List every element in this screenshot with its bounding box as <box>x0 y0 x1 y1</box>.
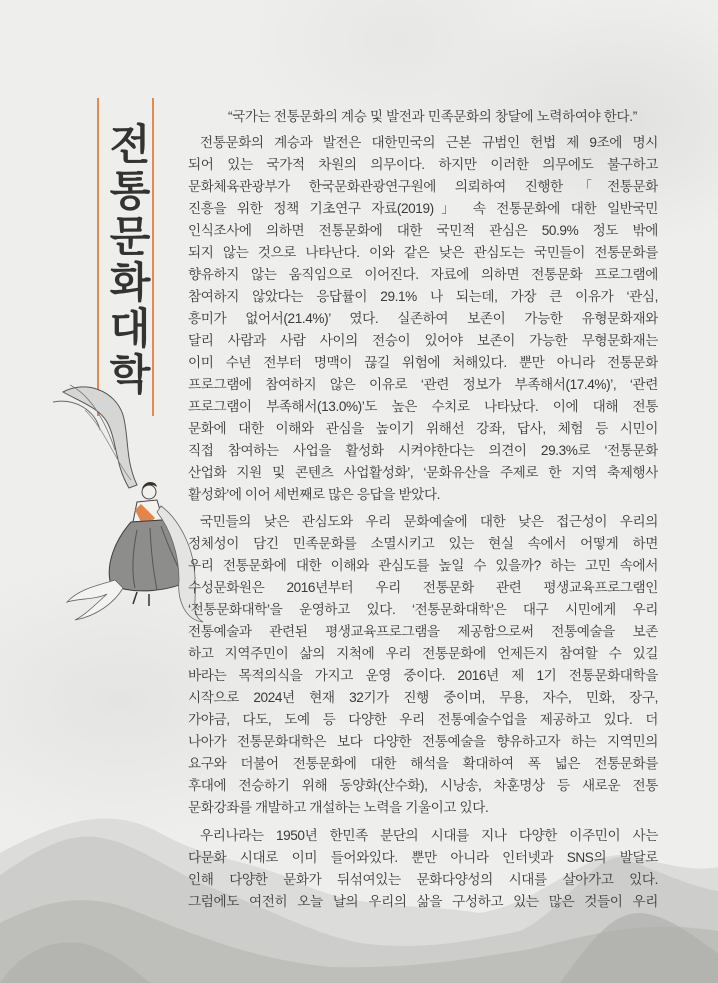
page-title: 전통문화대학 <box>103 122 152 398</box>
text-line: 나아가 전통문화대학은 보다 다양한 전통예술을 향유하고자 하는 지역민의 <box>188 734 658 749</box>
text-line: 하고 지역주민이 삶의 지척에 우리 전통문화에 언제든지 참여할 수 있길 <box>188 646 658 661</box>
paragraph <box>188 132 658 506</box>
text-line: 참여하지 않았다는 응답률이 29.1% 나 되는데, 가장 큰 이유가 ‘관심, <box>188 289 658 304</box>
text-line: 산업화 지원 및 콘텐츠 사업활성화’, ‘문화유산을 주제로 한 지역 축제행사 <box>188 465 658 480</box>
text-line: 후대에 전승하기 위해 동양화(산수화), 시낭송, 차훈명상 등 새로운 전통 <box>188 778 658 793</box>
text-line: 달리 사람과 사람 사이의 전승이 있어야 보존이 가능한 무형문화재는 <box>188 333 658 348</box>
text-line: 되지 않는 것으로 나타난다. 이와 같은 낮은 관심도는 국민들이 전통문화를 <box>188 245 658 260</box>
text-line: 국민들의 낮은 관심도와 우리 문화예술에 대한 낮은 접근성이 우리의 <box>200 514 658 529</box>
text-line: 우리나라는 1950년 한민족 분단의 시대를 지나 다양한 이주민이 사는 <box>200 828 658 843</box>
paragraph <box>188 511 658 819</box>
text-line: 프로그램에 참여하지 않은 이유로 ‘관련 정보가 부족해서(17.4%)’, ‘관련 <box>188 377 658 392</box>
accent-rule-right <box>152 98 154 416</box>
text-line: 직접 참여하는 사업을 활성화 시켜야한다는 의견이 29.3%로 ‘전통문화 <box>188 443 658 458</box>
text-line: 문화강좌를 개발하고 개설하는 노력을 기울이고 있다. <box>188 800 489 815</box>
text-line: 전통예술과 관련된 평생교육프로그램을 제공함으로써 전통예술을 보존 <box>188 624 658 639</box>
text-line: 바라는 목적의식을 가지고 운영 중이다. 2016년 제 1기 전통문화대학을 <box>188 668 658 683</box>
text-line: 시작으로 2024년 현재 32기가 진행 중이며, 무용, 자수, 민화, 장구, <box>188 690 658 705</box>
text-line: 되어 있는 국가적 차원의 의무이다. 하지만 이러한 의무에도 불구하고 <box>188 157 658 172</box>
text-line: 가야금, 다도, 도예 등 다양한 우리 전통예술수업을 제공하고 있다. 더 <box>188 712 658 727</box>
text-line: 정체성이 담긴 민족문화를 소멸시키고 있는 현실 속에서 어떻게 하면 <box>188 536 658 551</box>
quote-text: “국가는 전통문화의 계승 및 발전과 민족문화의 창달에 노력하여야 한다.” <box>228 109 637 124</box>
text-line: 인해 다양한 문화가 뒤섞여있는 문화다양성의 시대를 살아가고 있다. <box>188 872 658 887</box>
text-line: 그럼에도 여전히 오늘 날의 우리의 삶을 구성하고 있는 많은 것들이 우리 <box>188 894 658 909</box>
text-line: 전통문화의 계승과 발전은 대한민국의 근본 규범인 헌법 제 9조에 명시 <box>200 135 658 150</box>
text-line: 프로그램이 부족해서(13.0%)’도 높은 수치로 나타났다. 이에 대해 전통 <box>188 399 658 414</box>
text-line: 이미 수년 전부터 명맥이 끊길 위험에 처해있다. 뿐만 아니라 전통문화 <box>188 355 658 370</box>
accent-rule-left <box>97 98 99 416</box>
text-line: 문화에 대한 이해와 관심을 높이기 위해선 강좌, 답사, 체험 등 시민이 <box>188 421 658 436</box>
text-line: 요구와 더불어 전통문화에 대한 해석을 확대하여 폭 넓은 전통문화를 <box>188 756 658 771</box>
text-line: ‘전통문화대학’을 운영하고 있다. ‘전통문화대학’은 대구 시민에게 우리 <box>188 602 658 617</box>
body-text <box>188 106 658 913</box>
text-line: 인식조사에 의하면 전통문화에 대한 국민적 관심은 50.9% 정도 밖에 <box>188 223 658 238</box>
text-line: 문화체육관광부가 한국문화관광연구원에 의뢰하여 진행한「전통문화 <box>188 179 658 194</box>
paragraph <box>188 825 658 913</box>
text-line: 진흥을 위한 정책 기초연구 자료(2019)」 속 전통문화에 대한 일반국민 <box>188 201 658 216</box>
text-line: 다문화 시대로 이미 들어와있다. 뿐만 아니라 인터넷과 SNS의 발달로 <box>188 850 658 865</box>
epigraph-quote <box>188 106 658 132</box>
text-line: 흥미가 없어서(21.4%)’ 였다. 실존하여 보존이 가능한 유형문화재와 <box>188 311 658 326</box>
text-line: 활성화’에 이어 세번째로 많은 응답을 받았다. <box>188 487 441 502</box>
text-line: 향유하지 않는 움직임으로 이어진다. 자료에 의하면 전통문화 프로그램에 <box>188 267 658 282</box>
text-line: 수성문화원은 2016년부터 우리 전통문화 관련 평생교육프로그램인 <box>188 580 658 595</box>
text-line: 우리 전통문화에 대한 이해와 관심도를 높일 수 있을까? 하는 고민 속에서 <box>188 558 658 573</box>
dancer-illustration <box>45 380 210 625</box>
